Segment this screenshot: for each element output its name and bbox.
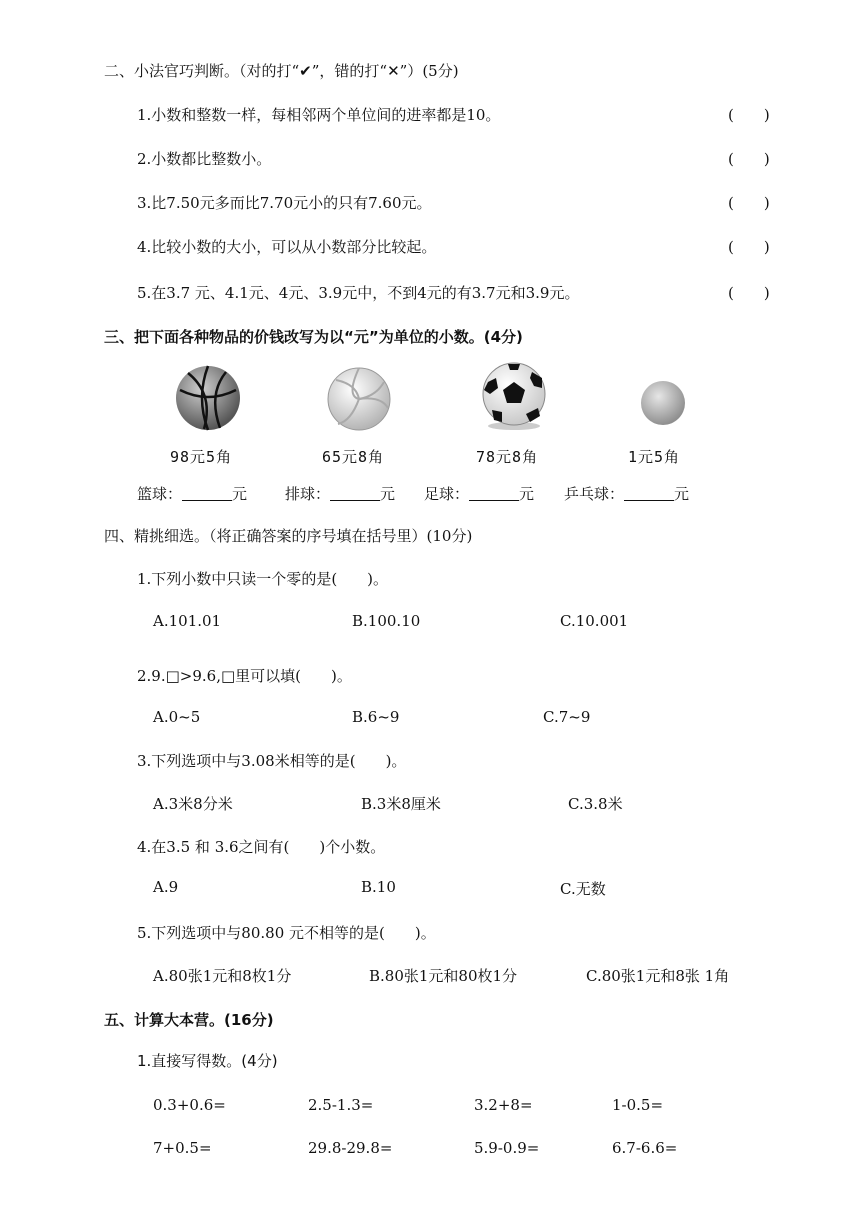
answer-paren-3[interactable]: ( ) (728, 194, 770, 212)
section-3-title: 三、把下面各种物品的价钱改写为以“元”为单位的小数。(4分) (104, 328, 523, 346)
ping-pong-ball-label: 乒乓球： (564, 485, 625, 503)
calc-1-1: 0.3+0.6= (153, 1096, 226, 1114)
q4-option-b[interactable]: B.10 (361, 878, 396, 896)
ping-pong-ball-price: 1元5角 (628, 448, 681, 466)
choice-question-2: 2.9.□>9.6,□里可以填( )。 (137, 667, 352, 685)
volleyball-unit: 元 (380, 485, 396, 503)
q1-option-c[interactable]: C.10.001 (560, 612, 629, 630)
q1-option-a[interactable]: A.101.01 (153, 612, 222, 630)
answer-paren-5[interactable]: ( ) (728, 284, 770, 302)
q5-option-a[interactable]: A.80张1元和8枚1分 (153, 967, 292, 985)
basketball-price: 98元5角 (170, 448, 233, 466)
judge-item-5: 5.在3.7 元、4.1元、4元、3.9元中，不到4元的有3.7元和3.9元。 (137, 284, 580, 302)
q1-option-b[interactable]: B.100.10 (352, 612, 421, 630)
q5-option-c[interactable]: C.80张1元和8张 1角 (586, 967, 730, 985)
answer-paren-4[interactable]: ( ) (728, 238, 770, 256)
calc-2-2: 29.8-29.8= (308, 1139, 393, 1157)
soccer-ball-unit: 元 (519, 485, 535, 503)
q3-option-b[interactable]: B.3米8厘米 (361, 795, 441, 813)
soccer-ball-label: 足球： (424, 485, 470, 503)
ping-pong-ball-icon (640, 380, 686, 426)
q3-option-a[interactable]: A.3米8分米 (153, 795, 233, 813)
soccer-ball-answer (424, 483, 534, 504)
ping-pong-ball-unit: 元 (674, 485, 690, 503)
volleyball-answer (285, 483, 395, 504)
answer-paren-1[interactable]: ( ) (728, 106, 770, 124)
calc-2-4: 6.7-6.6= (612, 1139, 678, 1157)
calc-2-3: 5.9-0.9= (474, 1139, 540, 1157)
q2-option-c[interactable]: C.7~9 (543, 708, 591, 726)
basketball-label: 篮球： (137, 485, 183, 503)
q4-option-a[interactable]: A.9 (153, 878, 179, 896)
calc-1-3: 3.2+8= (474, 1096, 533, 1114)
section-4-title: 四、精挑细选。（将正确答案的序号填在括号里）(10分) (104, 527, 473, 545)
calc-2-1: 7+0.5= (153, 1139, 212, 1157)
basketball-blank[interactable] (182, 486, 232, 501)
answer-paren-2[interactable]: ( ) (728, 150, 770, 168)
judge-item-4: 4.比较小数的大小，可以从小数部分比较起。 (137, 238, 437, 256)
judge-item-3: 3.比7.50元多而比7.70元小的只有7.60元。 (137, 194, 432, 212)
calc-subtitle: 1.直接写得数。(4分) (137, 1052, 278, 1070)
choice-question-5: 5.下列选项中与80.80 元不相等的是( )。 (137, 924, 436, 942)
volleyball-price: 65元8角 (322, 448, 385, 466)
calc-1-4: 1-0.5= (612, 1096, 664, 1114)
section-5-title: 五、计算大本营。(16分) (104, 1011, 274, 1029)
calc-1-2: 2.5-1.3= (308, 1096, 374, 1114)
q3-option-c[interactable]: C.3.8米 (568, 795, 623, 813)
section-2-title: 二、小法官巧判断。（对的打“✔”，错的打“✕”）(5分) (104, 62, 459, 80)
volleyball-blank[interactable] (330, 486, 380, 501)
soccer-ball-blank[interactable] (469, 486, 519, 501)
judge-item-2: 2.小数都比整数小。 (137, 150, 272, 168)
q2-option-b[interactable]: B.6~9 (352, 708, 400, 726)
volleyball-label: 排球： (285, 485, 331, 503)
q5-option-b[interactable]: B.80张1元和80枚1分 (369, 967, 518, 985)
ping-pong-ball-answer (564, 483, 689, 504)
basketball-answer (137, 483, 247, 504)
q4-option-c[interactable]: C.无数 (560, 880, 606, 898)
basketball-icon (174, 364, 242, 432)
basketball-unit: 元 (232, 485, 248, 503)
choice-question-1: 1.下列小数中只读一个零的是( )。 (137, 570, 389, 588)
judge-item-1: 1.小数和整数一样，每相邻两个单位间的进率都是10。 (137, 106, 501, 124)
choice-question-3: 3.下列选项中与3.08米相等的是( )。 (137, 752, 407, 770)
soccer-ball-price: 78元8角 (476, 448, 539, 466)
choice-question-4: 4.在3.5 和 3.6之间有( )个小数。 (137, 838, 386, 856)
q2-option-a[interactable]: A.0~5 (153, 708, 201, 726)
soccer-ball-icon (480, 362, 548, 430)
volleyball-icon (326, 366, 392, 432)
ping-pong-ball-blank[interactable] (624, 486, 674, 501)
